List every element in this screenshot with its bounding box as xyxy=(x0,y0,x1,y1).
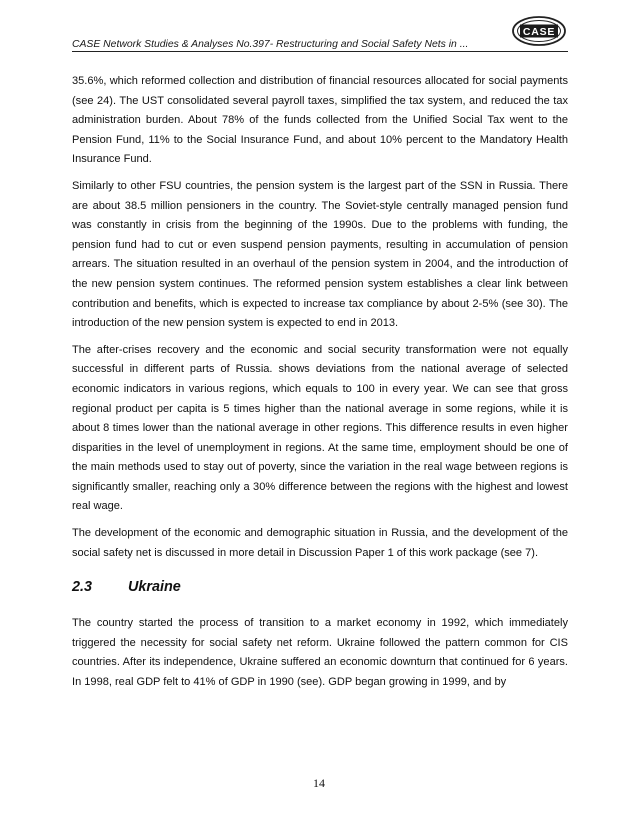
paragraph-ukraine-transition: The country started the process of transition to a market economy in 1992, which immediately triggered the necessity for social safety net reform. Ukraine followed the pattern common for CIS countries. After its independence, Ukraine suffered an economic downturn that continued for 6 years. In 1998, real GDP felt to 41% of GDP in 1990 (see). GDP began growing in 1999, and by xyxy=(72,617,568,689)
logo-text: CASE xyxy=(522,26,556,38)
paragraph-discussion-paper: The development of the economic and demographic situation in Russia, and the development of the social safety net is discussed in more detail in Discussion Paper 1 of this work package (see 7). xyxy=(72,527,568,559)
section-title: Ukraine xyxy=(128,579,181,596)
section-heading xyxy=(72,578,568,596)
case-logo-icon xyxy=(511,14,567,48)
case-logo xyxy=(511,14,567,48)
section-number: 2.3 xyxy=(72,579,93,596)
paragraph-pension-system: Similarly to other FSU countries, the pension system is the largest part of the SSN in Russia. There are about 38.5 million pensioners in the country. The Soviet-style centrally managed pension fund was constantly in crisis from the beginning of the 1990s. Due to the problems with funding, the pension fund had to cut or even suspend pension payments, resulting in accumulation of pension arrears. The situation resulted in an overhaul of the pension system in 2004, and the introduction of the new pension system continues. The reformed pension system establishes a clear link between contribution and benefits, which is expected to increase tax compliance by about 2-5% (see 30). The introduction of the new pension system is expected to end in 2013. xyxy=(72,179,568,330)
header-divider xyxy=(72,51,568,52)
page-number: 14 xyxy=(313,776,325,790)
running-header: CASE Network Studies & Analyses No.397- Restructuring and Social Safety Nets in ... xyxy=(72,39,469,50)
page-body xyxy=(72,72,568,700)
paragraph-regional-disparities: The after-crises recovery and the economic and social security transformation were not equally successful in different parts of Russia. shows deviations from the national average of selected economic indicators in various regions, which equals to 100 in every year. We can see that gross regional product per capita is 5 times higher than the national average in some regions, while it is about 8 times lower than the national average in other regions. This difference results in even higher disparities in the level of unemployment in regions. At the same time, employment should be one of the main methods used to stay out of poverty, since the variation in the real wage between regions is significantly smaller, reaching only a 30% difference between the regions with the highest and lowest real wage. xyxy=(72,343,568,513)
paragraph-ust: 35.6%, which reformed collection and distribution of financial resources allocated for social payments (see 24). The UST consolidated several payroll taxes, simplified the tax system, and reduced the tax administration burden. About 78% of the funds collected from the Unified Social Tax went to the Pension Fund, 11% to the Social Insurance Fund, and about 10% percent to the Mandatory Health Insurance Fund. xyxy=(72,75,568,166)
